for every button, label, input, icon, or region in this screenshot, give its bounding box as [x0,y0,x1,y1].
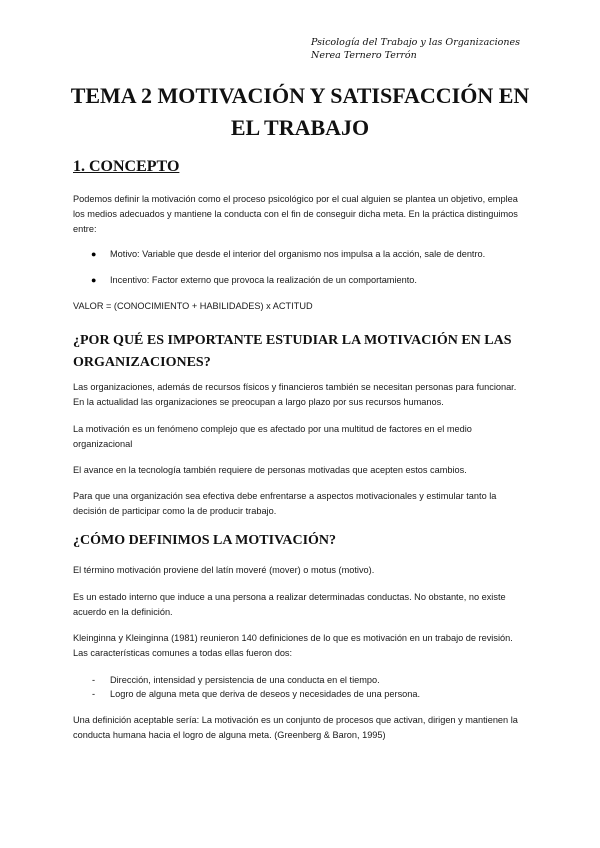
bullet-item-motivo: Motivo: Variable que desde el interior del organismo nos impulsa a la acción, sale de dentro. [110,249,486,259]
section-heading-importancia: ¿POR QUÉ ES IMPORTANTE ESTUDIAR LA MOTIVACIÓN EN LAS ORGANIZACIONES? [73,333,512,370]
paragraph: Kleinginna y Kleinginna (1981) reunieron 140 definiciones de lo que es motivación en un trabajo de revisión. Las características comunes a todas ellas fueron dos: [73,633,513,658]
dash-marker: - [92,689,96,699]
header-author: Nerea Ternero Terrón [311,50,417,61]
document-title: TEMA 2 MOTIVACIÓN Y SATISFACCIÓN EN EL TRABAJO [70,83,530,140]
intro-paragraph: Podemos definir la motivación como el proceso psicológico por el cual alguien se plantea un objetivo, emplea los medios adecuados y mantiene la conducta con el fin de conseguir dicha meta. En la práctica distinguimos entre: [73,194,518,234]
section-heading-concepto: 1. CONCEPTO [73,158,180,175]
header-subject: Psicología del Trabajo y las Organizaciones [311,37,520,48]
paragraph: El avance en la tecnología también requiere de personas motivadas que acepten estos cambios. [73,465,467,475]
bullet-marker: ● [91,249,97,259]
paragraph: Para que una organización sea efectiva debe enfrentarse a aspectos motivacionales y estimular tanto la decisión de participar como la de producir trabajo. [73,491,497,516]
paragraph: La motivación es un fenómeno complejo que es afectado por una multitud de factores en el medio organizacional [73,424,472,449]
bullet-marker: ● [91,275,97,285]
formula-text: VALOR = (CONOCIMIENTO + HABILIDADES) x ACTITUD [73,301,313,311]
paragraph: Es un estado interno que induce a una persona a realizar determinadas conductas. No obstante, no existe acuerdo en la definición. [73,592,506,617]
bullet-item-incentivo: Incentivo: Factor externo que provoca la realización de un comportamiento. [110,275,417,285]
paragraph: Las organizaciones, además de recursos físicos y financieros también se necesitan personas para funcionar. En la actualidad las organizaciones se preocupan a largo plazo por sus recursos humanos. [73,382,517,407]
section-heading-definicion: ¿CÓMO DEFINIMOS LA MOTIVACIÓN? [73,533,337,548]
page-header [311,36,520,62]
dash-item: Dirección, intensidad y persistencia de una conducta en el tiempo. [110,675,380,685]
dash-item: Logro de alguna meta que deriva de deseos y necesidades de una persona. [110,689,421,699]
dash-marker: - [92,675,96,685]
paragraph: El término motivación proviene del latín moveré (mover) o motus (motivo). [73,565,375,575]
closing-paragraph: Una definición aceptable sería: La motivación es un conjunto de procesos que activan, dirigen y mantienen la conducta humana hacia el logro de alguna meta. (Greenberg & Baron, 1995) [73,715,518,740]
